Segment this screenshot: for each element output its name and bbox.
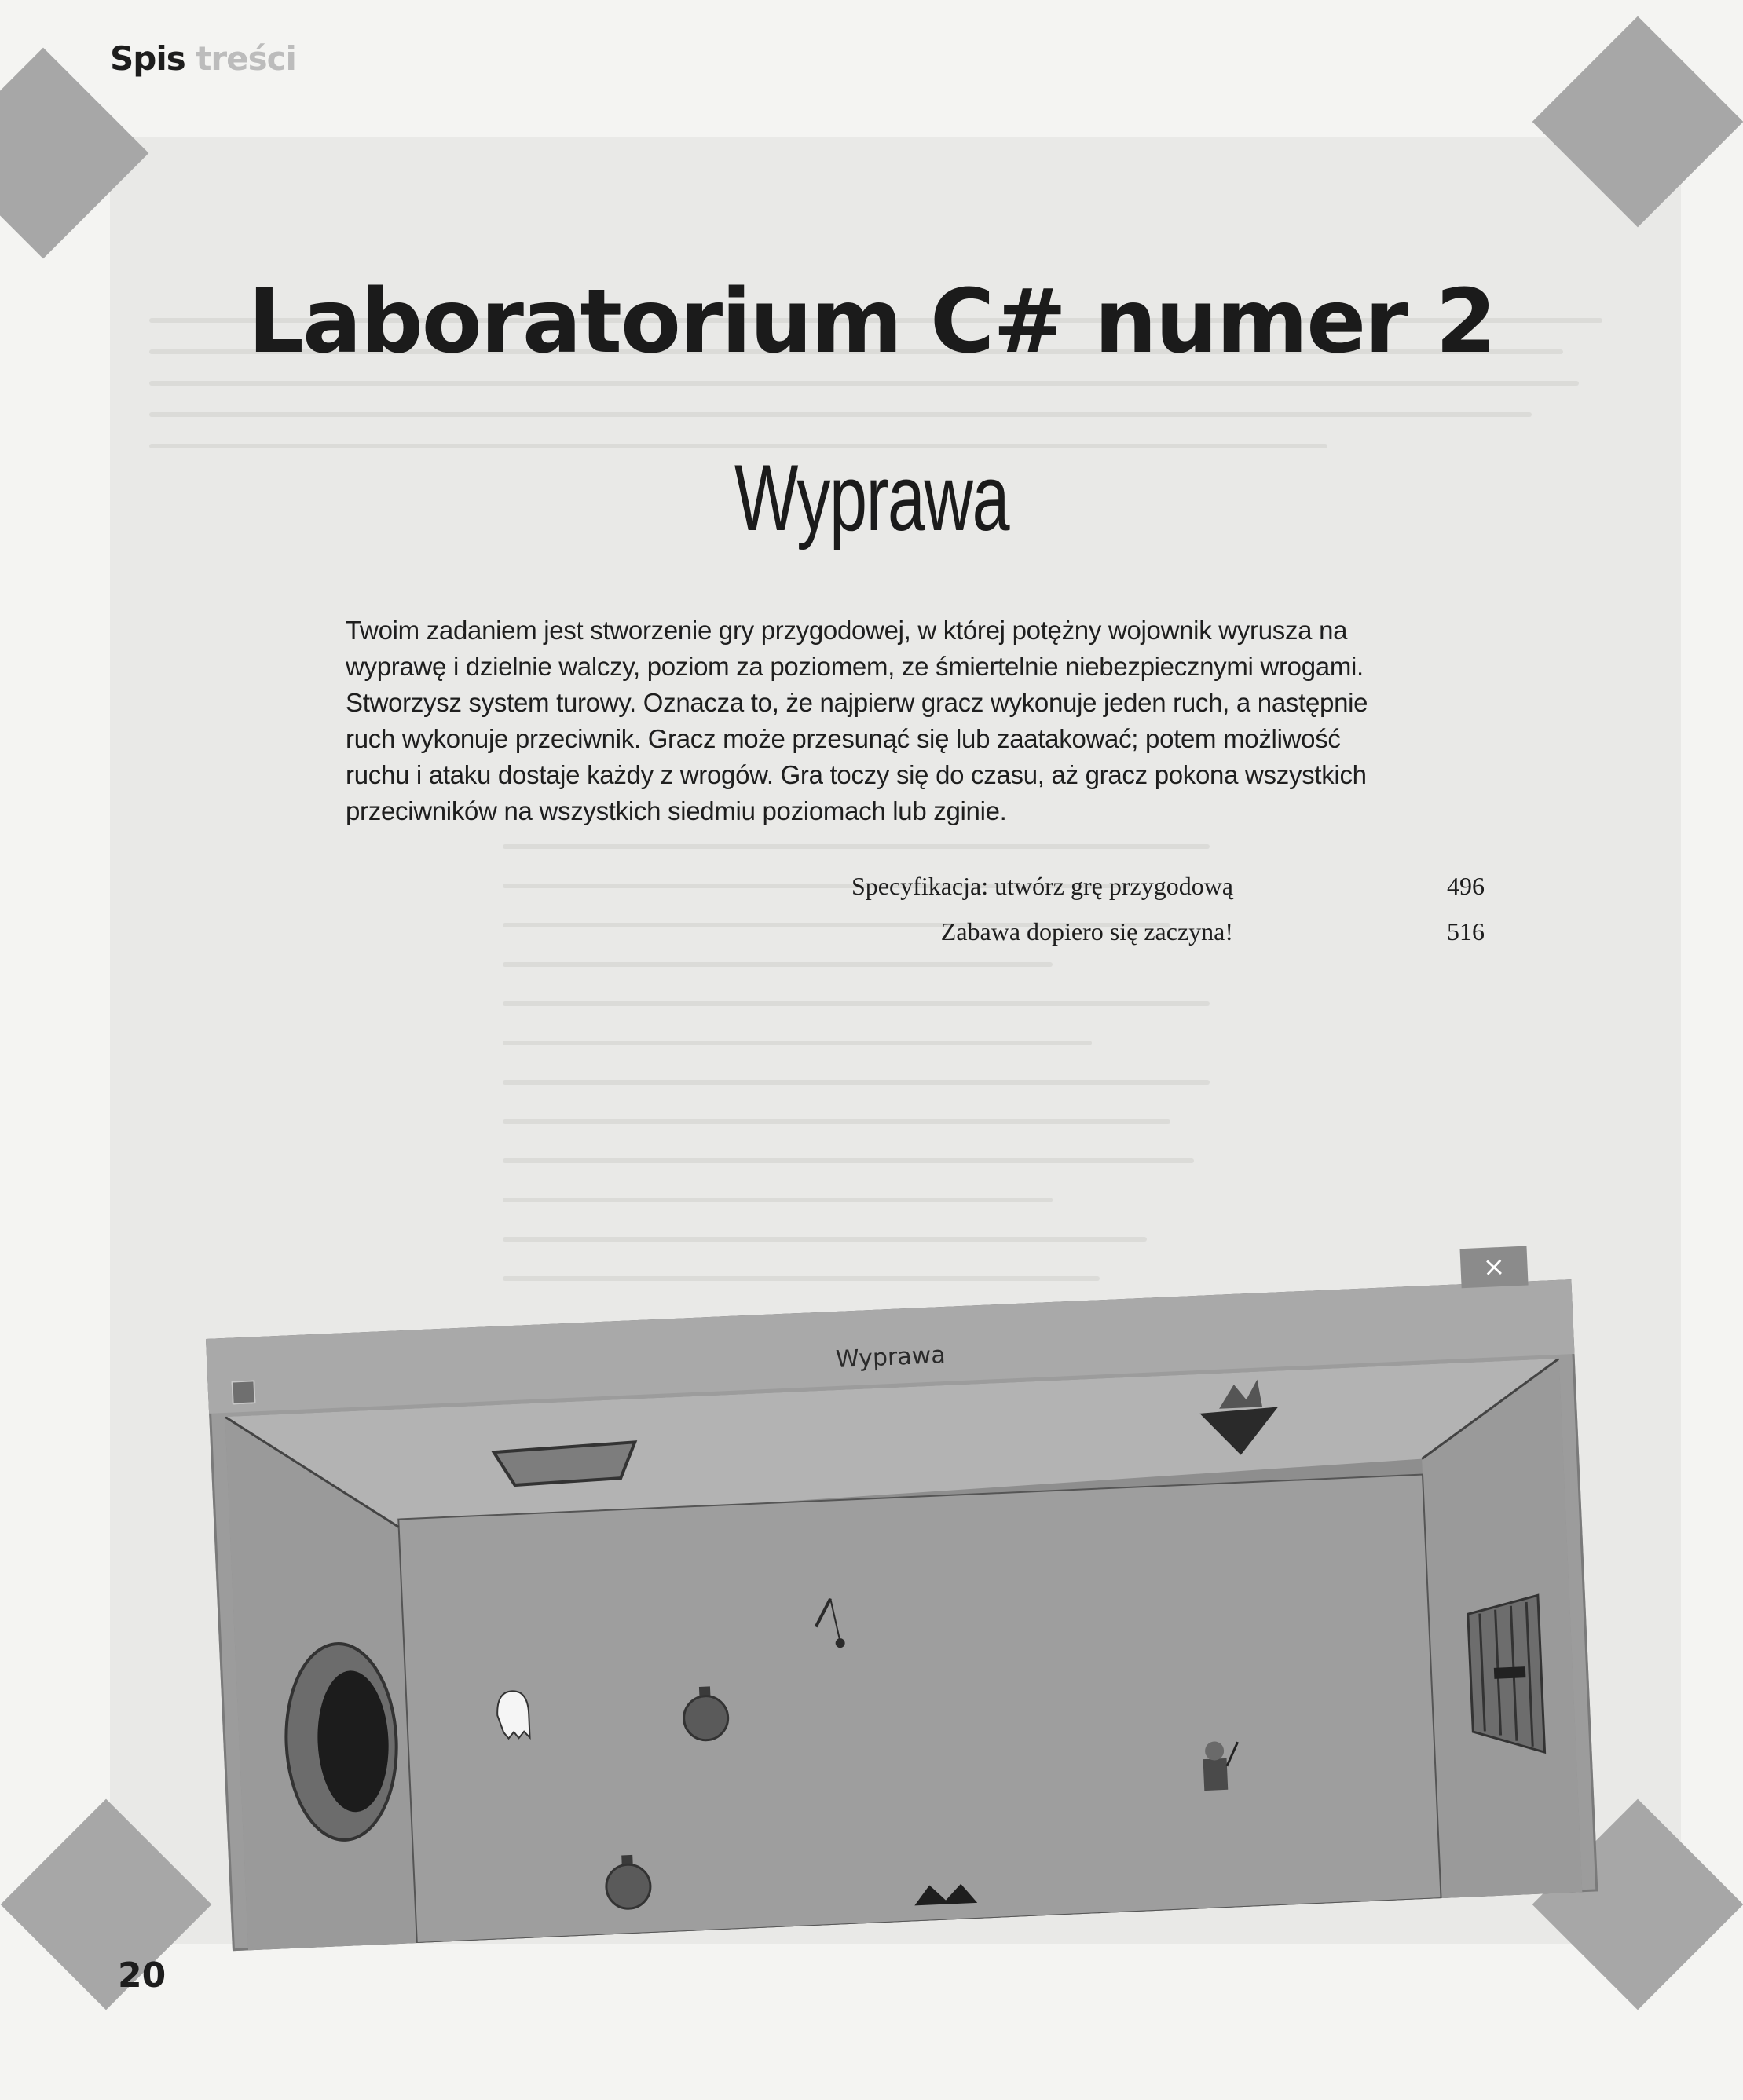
- intro-line: Stworzysz system turowy. Oznacza to, że najpierw gracz wykonuje jeden ruch, a następnie: [346, 688, 1368, 717]
- header-word-2: treści: [196, 39, 296, 78]
- page-subtitle: Wyprawa: [734, 445, 1009, 551]
- game-window: [206, 1250, 1598, 1951]
- intro-paragraph: [346, 613, 1398, 829]
- header-word-1: Spis: [110, 39, 185, 78]
- close-button[interactable]: ×: [1460, 1246, 1529, 1289]
- page-number: 20: [118, 1955, 167, 1996]
- page-title: Laboratorium C# numer 2: [247, 271, 1496, 373]
- toc-entry-label: Specyfikacja: utwórz grę przygodową: [851, 872, 1233, 900]
- toc-entry-page: 496: [1447, 872, 1485, 900]
- toc-entry-page: 516: [1447, 917, 1485, 946]
- toc-entry-label: Zabawa dopiero się zaczyna!: [940, 917, 1233, 946]
- running-header: [110, 39, 296, 78]
- intro-line: ruchu i ataku dostaje każdy z wrogów. Gra toczy się do czasu, aż gracz pokona wszystkich: [346, 760, 1367, 789]
- room-floor: [398, 1475, 1441, 1943]
- window-title: Wyprawa: [835, 1341, 947, 1374]
- intro-line: Twoim zadaniem jest stworzenie gry przygodowej, w której potężny wojownik wyrusza na: [346, 616, 1348, 645]
- intro-line: przeciwników na wszystkich siedmiu poziomach lub zginie.: [346, 796, 1007, 825]
- dungeon-room: [225, 1359, 1582, 1951]
- intro-line: ruch wykonuje przeciwnik. Gracz może przesunąć się lub zaatakować; potem możliwość: [346, 724, 1341, 753]
- intro-line: wyprawę i dzielnie walczy, poziom za poziomem, ze śmiertelnie niebezpiecznymi wrogami.: [346, 652, 1364, 681]
